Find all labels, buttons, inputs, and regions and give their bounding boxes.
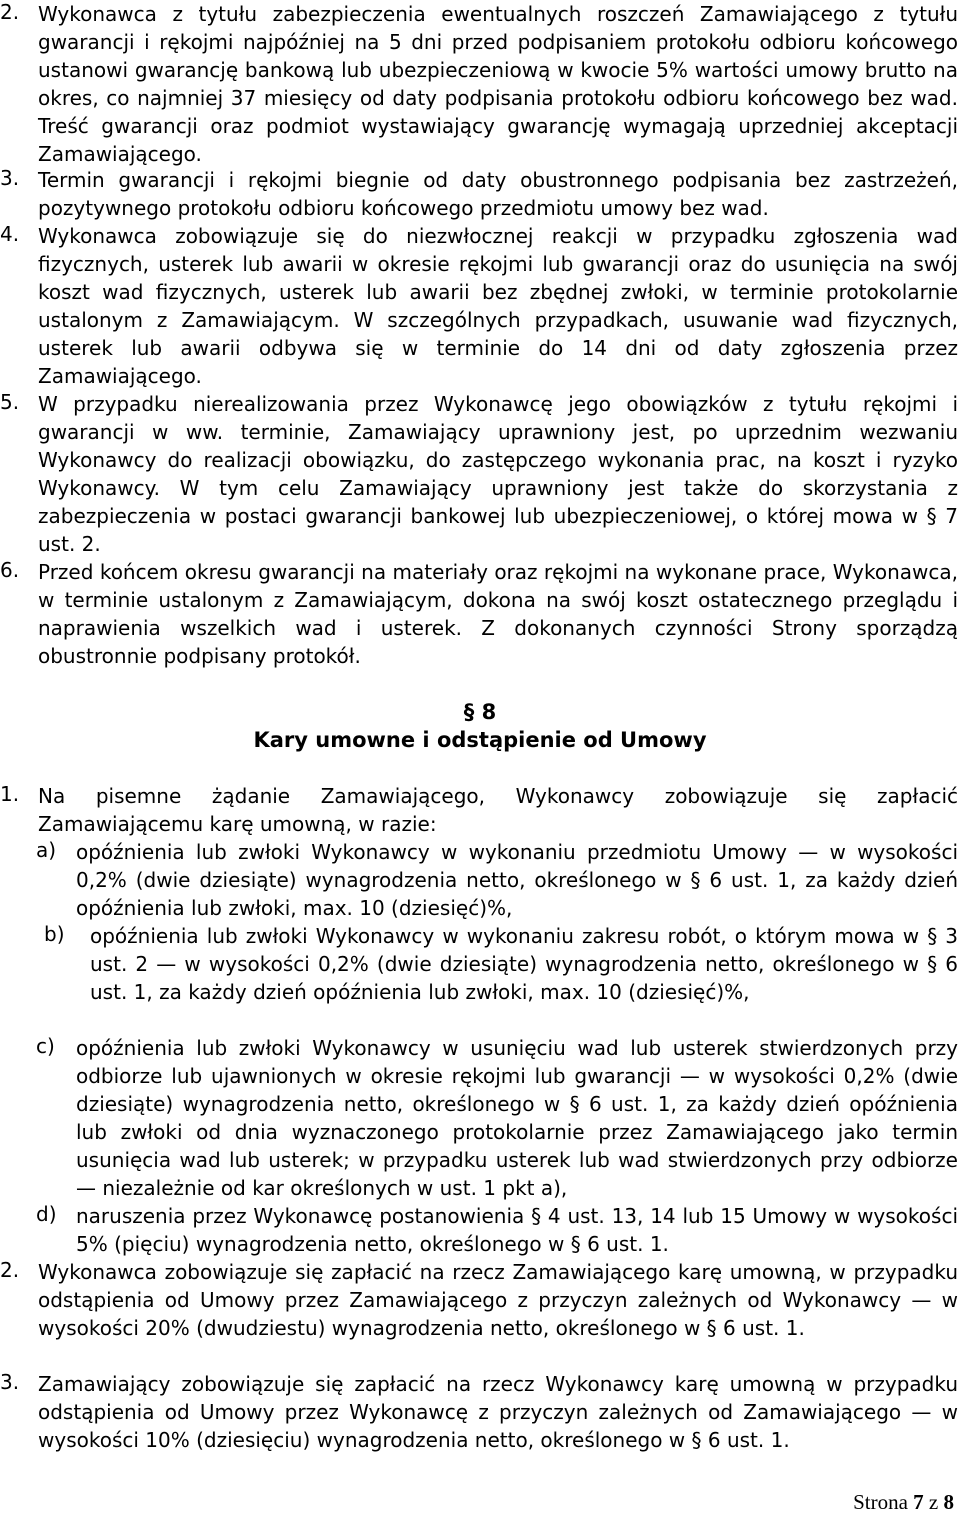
paragraph-item: [0, 166, 958, 222]
section-title: Kary umowne i odstąpienie od Umowy: [253, 728, 707, 752]
item-number: 3.: [0, 1370, 20, 1394]
item-number: 2.: [0, 1258, 20, 1282]
sub-item-text: naruszenia przez Wykonawcę postanowienia § 4 ust. 13, 14 lub 15 Umowy w wysokości 5% (pięciu) wynagrodzenia netto, określonego w § 6 ust. 1.: [76, 1204, 958, 1256]
section-number: § 8: [463, 700, 497, 724]
footer-total-pages: 8: [943, 1490, 954, 1514]
paragraph-item: [0, 1258, 958, 1342]
paragraph-item: [0, 782, 958, 838]
item-number: 4.: [0, 222, 20, 246]
sub-item-text: opóźnienia lub zwłoki Wykonawcy w wykonaniu przedmiotu Umowy — w wysokości 0,2% (dwie dziesiąte) wynagrodzenia netto, określonego w § 6 ust. 1, za każdy dzień opóźnienia lub zwłoki, max. 10 (dziesięć)%,: [76, 840, 958, 920]
item-text: Termin gwarancji i rękojmi biegnie od daty obustronnego podpisania bez zastrzeżeń, pozytywnego protokołu odbioru końcowego przedmiotu umowy bez wad.: [38, 168, 958, 220]
item-number: 6.: [0, 558, 20, 582]
paragraph-item: [0, 390, 958, 558]
sub-item-label: b): [44, 922, 65, 946]
paragraph-item: [0, 558, 958, 670]
item-text: Przed końcem okresu gwarancji na materiały oraz rękojmi na wykonane prace, Wykonawca, w terminie ustalonym z Zamawiającym, dokona na swój koszt ostatecznego przeglądu i naprawienia wszelkich wad i usterek. Z dokonanych czynności Strony sporządzą obustronnie podpisany protokół.: [38, 560, 958, 668]
item-number: 5.: [0, 390, 20, 414]
item-number: 3.: [0, 166, 20, 190]
item-text: Wykonawca zobowiązuje się zapłacić na rzecz Zamawiającego karę umowną, w przypadku odstąpienia od Umowy przez Zamawiającego z przyczyn zależnych od Wykonawcy — w wysokości 20% (dwudziestu) wynagrodzenia netto, określonego w § 6 ust. 1.: [38, 1260, 958, 1340]
footer-separator: z: [928, 1490, 939, 1514]
item-text: Wykonawca z tytułu zabezpieczenia ewentualnych roszczeń Zamawiającego z tytułu gwarancji i rękojmi najpóźniej na 5 dni przed podpisaniem protokołu odbioru końcowego ustanowi gwarancję bankową lub ubezpieczeniową w kwocie 5% wartości umowy brutto na okres, co najmniej 37 miesięcy od daty podpisania protokołu odbioru końcowego bez wad. Treść gwarancji oraz podmiot wystawiający gwarancję wymagają uprzedniej akceptacji Zamawiającego.: [38, 2, 958, 166]
paragraph-item: [0, 1370, 958, 1454]
item-text: Zamawiający zobowiązuje się zapłacić na rzecz Wykonawcy karę umowną w przypadku odstąpienia od Umowy przez Wykonawcę z przyczyn zależnych od Zamawiającego — w wysokości 10% (dziesięciu) wynagrodzenia netto, określonego w § 6 ust. 1.: [38, 1372, 958, 1452]
paragraph-item: [0, 0, 958, 168]
item-number: 1.: [0, 782, 20, 806]
paragraph-item: [0, 222, 958, 390]
footer-page-number: 7: [913, 1490, 924, 1514]
sub-item: [36, 838, 958, 922]
item-number: 2.: [0, 0, 20, 24]
item-text: Wykonawca zobowiązuje się do niezwłocznej reakcji w przypadku zgłoszenia wad fizycznych, usterek lub awarii w okresie rękojmi lub gwarancji oraz do usunięcia na swój koszt wad fizycznych, usterek lub awarii bez zbędnej zwłoki, w terminie protokolarnie ustalonym z Zamawiającym. W szczególnych przypadkach, usuwanie wad fizycznych, usterek lub awarii odbywa się w terminie do 14 dni od daty zgłoszenia przez Zamawiającego.: [38, 224, 958, 388]
sub-item-text: opóźnienia lub zwłoki Wykonawcy w wykonaniu zakresu robót, o którym mowa w § 3 ust. 2 — w wysokości 0,2% (dwie dziesiąte) wynagrodzenia netto, określonego w § 6 ust. 1, za każdy dzień opóźnienia lub zwłoki, max. 10 (dziesięć)%,: [90, 924, 958, 1004]
footer-prefix: Strona: [853, 1490, 908, 1514]
sub-item: [36, 1034, 958, 1202]
sub-item-label: d): [36, 1202, 57, 1226]
sub-item-text: opóźnienia lub zwłoki Wykonawcy w usunięciu wad lub usterek stwierdzonych przy odbiorze lub ujawnionych w okresie rękojmi lub gwarancji — w wysokości 0,2% (dwie dziesiąte) wynagrodzenia netto, określonego w § 6 ust. 1, za każdy dzień opóźnienia lub zwłoki od dnia wyznaczonego protokolarnie przez Zamawiającego jako termin usunięcia wad lub usterek; w przypadku usterek lub wad stwierdzonych przy odbiorze — niezależnie od kar określonych w ust. 1 pkt a),: [76, 1036, 958, 1200]
sub-item-label: a): [36, 838, 57, 862]
page-footer: [853, 1490, 954, 1515]
item-text: Na pisemne żądanie Zamawiającego, Wykonawcy zobowiązuje się zapłacić Zamawiającemu karę umowną, w razie:: [38, 784, 958, 836]
item-text: W przypadku nierealizowania przez Wykonawcę jego obowiązków z tytułu rękojmi i gwarancji w ww. terminie, Zamawiający uprawniony jest, po uprzednim wezwaniu Wykonawcy do realizacji obowiązku, do zastępczego wykonania prac, na koszt i ryzyko Wykonawcy. W tym celu Zamawiający uprawniony jest także do skorzystania z zabezpieczenia w postaci gwarancji bankowej lub ubezpieczeniowej, o której mowa w § 7 ust. 2.: [38, 392, 958, 556]
sub-item: [36, 1202, 958, 1258]
sub-item-label: c): [36, 1034, 55, 1058]
sub-item: [36, 922, 958, 1006]
